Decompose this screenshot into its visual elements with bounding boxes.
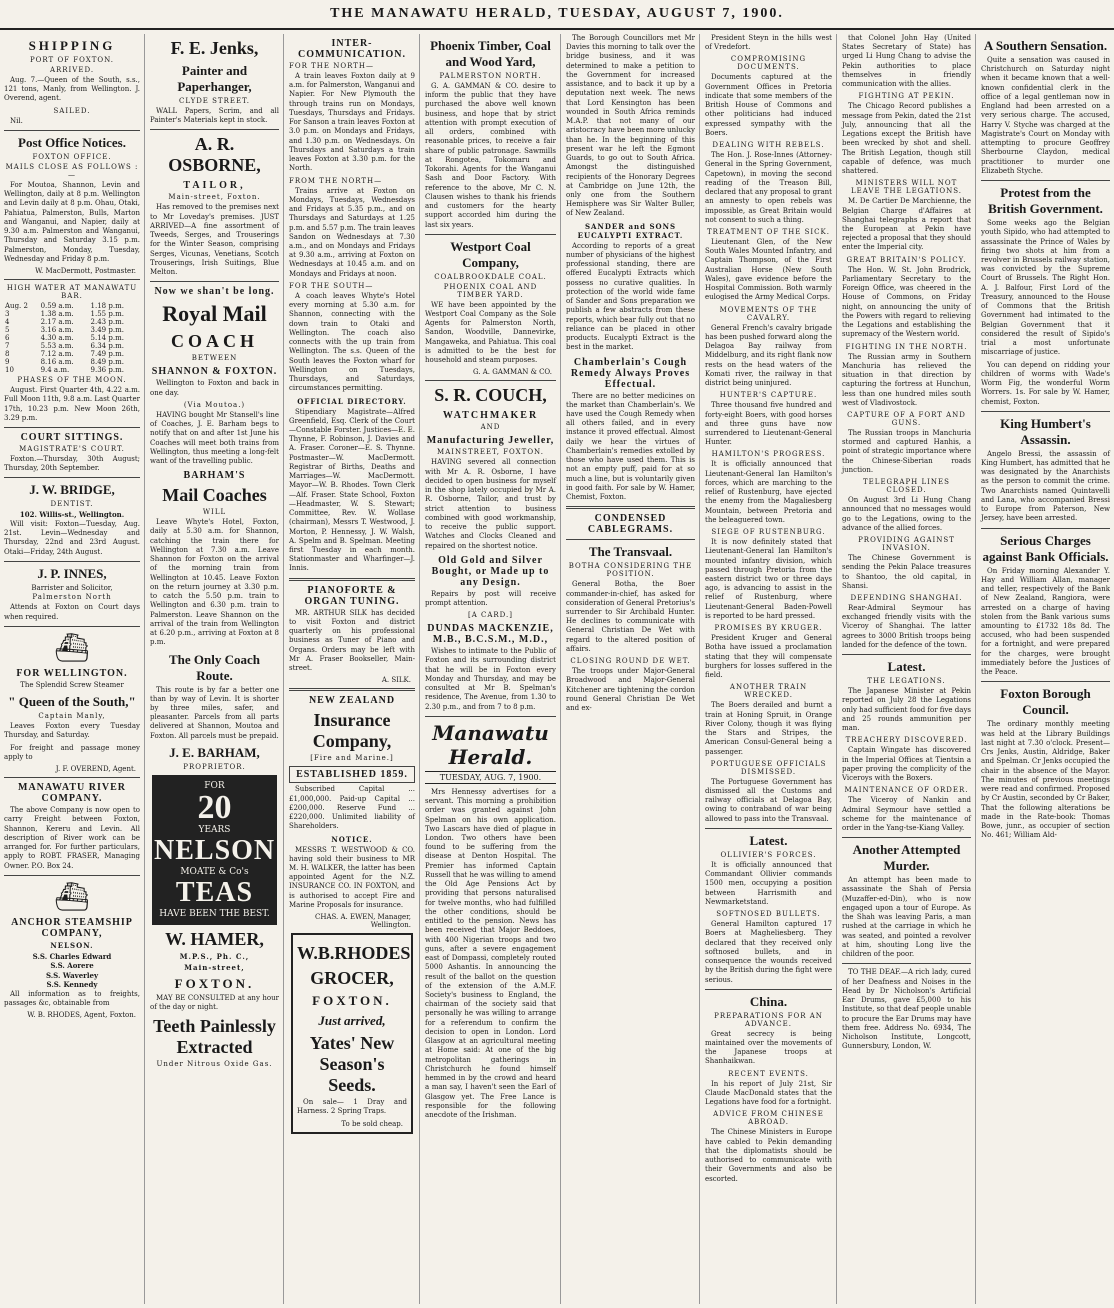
notice-heading: NOTICE.: [331, 834, 373, 844]
rebels-text: The Hon. J. Rose-Innes (Attorney-General in the Spring Government, Capetown), in moving the second reading of the Treason Bill, declared that any proposal to grant an amnesty to open rebels was impossible, as Great Britain would not consent to such a thing.: [705, 151, 832, 224]
hamer-town: FOXTON.: [174, 975, 255, 991]
policy-text: The Hon. W. St. John Brodrick, Parliamentary Secretary to the Foreign Office, was cheered in the House of Commons, on Friday night, on announcing the unity of the Powers with regard to relieving the Legations and establishing the supremacy of the Western world.: [842, 265, 971, 339]
events-text: In his report of July 21st, Sir Claude MacDonald states that the Legations have food for a fortnight.: [705, 1079, 832, 1107]
tide-cell: 4: [5, 318, 10, 327]
divider: [150, 281, 279, 282]
ewen-signature: CHAS. A. EWEN, Manager, Wellington.: [314, 913, 411, 930]
mackenzie-name: DUNDAS MACKENZIE, M.B., B.C.S.M., M.D.,: [427, 623, 554, 646]
westport-sub: COALBROOKDALE COAL.: [434, 272, 547, 281]
rhodes-town: FOXTON.: [312, 993, 392, 1009]
tide-cell: 9.36 p.m.: [90, 366, 124, 375]
couch-name: S. R. COUCH,: [434, 385, 547, 406]
column-2: [146, 34, 284, 1304]
wellington-heading: FOR WELLINGTON.: [16, 667, 128, 679]
deaf-text: TO THE DEAF.—A rich lady, cured of her Deafness and Noises in the Head by Dr Nicholson's Artificial Ear Drums, gave £5,000 to his Institute, so that deaf people unable to procure the Ear Drums may have them free. Address No. 6934, The Nicholson Institute, Longcott, Gunnersbury, London, W.: [842, 968, 971, 1051]
north-heading: FIGHTING IN THE NORTH.: [845, 342, 968, 351]
column-4: [421, 34, 561, 1304]
divider: [981, 180, 1110, 181]
tide-cell: 8.16 a.m.: [40, 358, 74, 367]
fighting-text: The Chicago Record publishes a message from Pekin, dated the 21st July, announcing that all the Legations except the British have been wrecked by shot and shell. The British Legation, though still capable of defence, was much shattered.: [842, 102, 971, 176]
ready-heading: Now we shan't be long.: [154, 286, 275, 298]
closing-heading: CLOSING ROUND DE WET.: [570, 657, 691, 666]
treachery-text: Captain Wingate has discovered in the Imperial Offices at Tientsin a paper proving the complicity of the Viceroys with the Boxers.: [842, 746, 971, 783]
tide-row: [4, 342, 140, 350]
compromising-heading: COMPROMISING DOCUMENTS.: [730, 55, 807, 72]
rebels-heading: DEALING WITH REBELS.: [712, 141, 825, 150]
postmaster: W. MacDermott, Postmaster.: [35, 267, 136, 276]
nelson-years: YEARS: [198, 824, 231, 835]
worms-text: You can depend on ridding your children of worms with Wade's Worm Fig, the wonderful Worm Worrers. 1s. For sale by W. Hamer, chemist, Foxton.: [981, 360, 1110, 406]
divider: [566, 539, 695, 540]
jeweller: Manufacturing Jeweller,: [426, 435, 555, 447]
tide-cell: 2.17 a.m.: [40, 318, 74, 327]
bridge-role: DENTIST.: [50, 500, 94, 509]
court-text: Foxton.—Thursday, 30th August; Thursday, 20th September.: [4, 454, 140, 473]
ship-name: S.S. Waverley: [45, 970, 99, 980]
promises-text: President Kruger and General Botha have issued a proclamation stating that they will compensate burghers for losses suffered in the field.: [705, 634, 832, 680]
transvaal-heading: The Transvaal.: [588, 544, 673, 560]
tide-cell: 4.30 a.m.: [40, 334, 74, 343]
herald-date: TUESDAY, AUG. 7, 1900.: [425, 771, 556, 784]
another-heading: Another Attempted Murder.: [852, 842, 961, 874]
bridge-name: J. W. BRIDGE,: [29, 482, 115, 498]
overend-agent: J. F. OVEREND, Agent.: [55, 765, 136, 774]
directory-heading: OFFICIAL DIRECTORY.: [297, 396, 407, 406]
advance-heading: PREPARATIONS FOR AN ADVANCE.: [714, 1011, 823, 1028]
south-heading: FOR THE SOUTH—: [289, 281, 374, 290]
rhodes-name: W.B.RHODES: [297, 943, 411, 964]
tide-cell: 7.49 p.m.: [90, 350, 124, 359]
tide-row: [4, 358, 140, 366]
herald-title: Manawatu Herald.: [432, 720, 549, 769]
hunter-heading: HUNTER'S CAPTURE.: [719, 391, 818, 400]
compromising-text: Documents captured at the Government Offices in Pretoria indicate that some members of the British House of Commons and other politicians had induced expressed sympathy with the Boers.: [705, 73, 832, 137]
anchor-agent: W. B. RHODES, Agent, Foxton.: [27, 1010, 136, 1019]
humbert-heading: King Humbert's Assassin.: [1000, 415, 1091, 447]
moon-text: August. First Quarter 4th, 4.22 a.m. Full Moon 11th, 9.8 a.m. Last Quarter 17th, 10.23 p.m. New Moon 26th, 3.29 p.m.: [4, 386, 140, 422]
invasion-heading: PROVIDING AGAINST INVASION.: [858, 536, 955, 553]
osborne-address: Main-street, Foxton.: [168, 193, 261, 202]
gamman-signature: G. A. GAMMAN & CO.: [472, 368, 552, 377]
mails-text: For Moutoa, Shannon, Levin and Wellington, daily at 8 p.m. Wellington and Levin daily at 8 p.m. Ohau, Otaki, Pahiatua, Palmerston, Bulls, Marton and Wanganui, and Napier, daily at 9.30 a.m. Palmerston and Wanganui, Thursday and Saturday 3.15 p.m. Palmerston, Monday, Tuesday, Wednesday and Friday 8 p.m.: [4, 180, 140, 263]
cavalry-text: General French's cavalry brigade has been pushed forward along the Delagoa Bay railway from Middelburg, and its right flank now rests on the head waters of the Komati river, the railway in that district being uninjured.: [705, 323, 832, 388]
westport-text: WE have been appointed by the Westport Coal Company as the Sole Agents for Palmerston North, Sandon, Woodville, Dannevirke, Mangaweka, and Pahiatua. This coal is admitted to be the best for household and steam purposes.: [425, 300, 556, 365]
steamship-icon: ⛴: [54, 879, 90, 913]
chamberlain-text: There are no better medicines on the market than Chamberlain's. We have used the Cough Remedy when all others failed, and in every instance it proved effectual. Almost daily we hear the virtues of Chamberlain's remedies extolled by those who have used them. This is not an empty puff, paid for at so much a line, but is voluntarily given in good faith. For sale by W. Hamer, Chemist, Foxton.: [566, 391, 695, 502]
nelson-name: NELSON: [154, 834, 276, 866]
southern-heading: A Southern Sensation.: [983, 38, 1108, 53]
capital-text: Subscribed Capital ... £1,000,000. Paid-up Capital ... £200,000. Reserve Fund ... £220,000. Unlimited liability of Shareholders.: [289, 785, 415, 831]
ministers-heading: MINISTERS WILL NOT LEAVE THE LEGATIONS.: [850, 179, 963, 196]
promises-heading: PROMISES BY KRUGER.: [714, 624, 823, 633]
column-1: [0, 34, 145, 1304]
moon-heading: PHASES OF THE MOON.: [17, 376, 127, 385]
teeth-sub: Under Nitrous Oxide Gas.: [156, 1060, 273, 1069]
tide-row: [4, 350, 140, 358]
divider: [981, 681, 1110, 682]
established: ESTABLISHED 1859.: [289, 766, 415, 783]
tide-row: [4, 366, 140, 374]
tide-cell: 1.55 p.m.: [90, 310, 124, 319]
anchor-city: NELSON.: [50, 940, 94, 950]
capture-heading: CAPTURE OF A FORT AND GUNS.: [847, 410, 966, 427]
divider: [4, 561, 140, 562]
gold-heading: Old Gold and Silver Bought, or Made up to any Design.: [431, 554, 550, 588]
sailed-heading: SAILED.: [53, 106, 91, 115]
column-5: [562, 34, 700, 1304]
insurance-heading: Insurance Company,: [312, 710, 392, 752]
tide-row: [4, 302, 140, 310]
treachery-heading: TREACHERY DISCOVERED.: [845, 736, 968, 745]
osborne-text: Has removed to the premises next to Mr Loveday's premises. JUST ARRIVED—A fine assortment of Tweeds, Serges, and Trouserings for the Winter Season, comprising Serges, Vicunas, Venetians, Scotch Trouserings, Irish Suitings, Blue Melton.: [150, 203, 279, 277]
masthead-title: THE MANAWATU HERALD, TUESDAY, AUGUST 7, 1900.: [330, 6, 784, 21]
sick-text: Lieutenant Glen, of the New South Wales Mounted Infantry, and Captain Thompson, of the First Australian Horse (New South Wales), gave evidence before the Hospital Commission. Both warmly eulogised the Army Medical Corps.: [705, 237, 832, 302]
tide-cell: 3: [5, 310, 10, 319]
tide-cell: 6.34 p.m.: [90, 342, 124, 351]
divider: [425, 380, 556, 381]
china-heading: China.: [749, 993, 788, 1009]
intercom-heading: INTER-COMMUNICATION.: [298, 38, 406, 60]
between: BETWEEN: [191, 354, 238, 363]
ship-name: S.S. Charles Edward: [32, 951, 112, 961]
only-route: The Only Coach Route.: [168, 651, 260, 683]
latest-heading: Latest.: [887, 659, 926, 675]
closing-text: The troops under Major-General Broadwood and Major-General Kitchener are tightening the cordon round General Christian De Wet and ex-: [566, 667, 695, 713]
sander-text: According to reports of a great number of physicians of the highest professional standing, there are offered Eucalypti Extracts which possess no curative qualities. In protection of the world wide fame of Sander and Sons preparation we publish a few abstracts from these reports, which bear fully out that no reliance can be placed in other products. Eucalypti Extract is the best in the market.: [566, 241, 695, 352]
river-text: The above Company is now open to carry Freight between Foxton, Shannon, Kereru and Levin. All description of River work can be arranged for. For further particulars, apply to ROBT. FRASER, Managing Owner. P.O. Box 24.: [4, 806, 140, 870]
ministers-text: M. De Cartier De Marchienne, the Belgian Charge d'Affaires at Shanghai telegraphs a report that the European at Pekin have rejected a proposal that they should enter the Imperial city.: [842, 197, 971, 252]
divider: [4, 777, 140, 778]
barham-name: J. E. BARHAM,: [169, 744, 260, 760]
borough-text: The ordinary monthly meeting was held at the Library Buildings last night at 7.30 o'clock. Present—Crs Jenks, Austin, Aldridge, Baker and Spelman. Cr Jenks occupied the chair in the absence of the Mayor. The minutes of previous meetings were read and confirmed. Proposed by Cr Austin, seconded by Cr Baker, That the following alterations be made in the Rate-book: Thomas Bowe, junr., as occupier of section No. 461; William Ald-: [981, 720, 1110, 840]
column-3: [285, 34, 420, 1304]
divider: [150, 129, 279, 130]
hamilton-text: It is officially announced that Lieutenant-General Ian Hamilton's forces, which are marching to the relief of Rustenburg, have ejected the enemy from the Magaliesberg Mountain, between Pretoria and the beleaguered town.: [705, 460, 832, 524]
tide-cell: 7.12 a.m.: [40, 350, 74, 359]
sick-heading: TREATMENT OF THE SICK.: [707, 227, 830, 236]
royal-mail: Royal Mail: [162, 301, 267, 327]
innes-address: Palmerston North: [32, 593, 112, 602]
advance-text: Great secrecy is being maintained over the movements of the Japanese troops at Shanhaikwan.: [705, 1029, 832, 1066]
tide-cell: 9: [5, 358, 10, 367]
divider: [425, 234, 556, 235]
news-text: President Steyn in the hills west of Vredefort.: [705, 34, 832, 52]
nelson-co: MOATE & Co's: [180, 866, 249, 877]
tide-cell: 3.16 a.m.: [40, 326, 74, 335]
divider: [981, 411, 1110, 412]
grocer-heading: GROCER,: [310, 968, 394, 989]
piano-text: MR. ARTHUR SILK has decided to visit Foxton and district quarterly on his professional business as Tuner of Piano and Organs. Orders may be left with Mr A. Fraser Bookseller, Main-street.: [289, 608, 415, 673]
tide-cell: 3.49 p.m.: [90, 326, 124, 335]
anchor-company: ANCHOR STEAMSHIP COMPANY,: [11, 916, 133, 939]
north-heading: FOR THE NORTH—: [289, 62, 374, 70]
jenks-name: F. E. Jenks,: [170, 38, 259, 58]
capture-text: The Russian troops in Manchuria stormed and captured Hanhis, a point of strategic importance where the Chinese-Siberian roads junction.: [842, 428, 971, 474]
ship-icon: ⛴: [54, 630, 90, 664]
tide-cell: 10: [5, 366, 14, 375]
train-text: The Boers derailed and burnt a train at Honing Spruit, in Orange River Colony, though it was flying the Stars and Stripes, the American Consul-General being a passenger.: [705, 701, 832, 756]
divider: [4, 130, 140, 131]
nelson-best: HAVE BEEN THE BEST.: [159, 908, 270, 919]
phoenix-heading: Phoenix Timber, Coal and Wood Yard,: [430, 38, 551, 69]
tide-cell: 6: [5, 334, 10, 343]
couch-text: HAVING severed all connection with Mr A. R. Osborne, I have decided to open business for myself in the shop lately occupied by Mr A. R. Osborne, Tailor, and trust by strict attention to business combined with good workmanship, to receive the public support. Watches and Clocks Cleaned and repaired on the shortest notice.: [425, 458, 556, 550]
innes-role: Barrister and Solicitor,: [31, 583, 113, 592]
borough-heading: Foxton Borough Council.: [1000, 686, 1091, 718]
hunter-text: Three thousand five hundred and forty-eight Boers, with good horses and three guns have now surrendered to Lieutenant-General Hunter.: [705, 401, 832, 447]
bullets-text: General Hamilton captured 17 Boers at Magheliesberg. They declared that they received only softnosed bullets, and in consequence the wounds received by the British during the fight were serious.: [705, 920, 832, 984]
olivier-heading: OLLIVIER'S FORCES.: [720, 850, 817, 859]
legations-heading: THE LEGATIONS.: [867, 677, 946, 686]
bridge-text: Will visit: Foxton—Tuesday, Aug. 21st. Levin—Wednesday and Thursday, 22nd and 23rd August. Otaki—Friday, 24th August.: [4, 519, 140, 556]
divider: [289, 578, 415, 581]
sander-heading: SANDER and SONS EUCALYPTI EXTRACT.: [577, 221, 684, 240]
tide-cell: Aug. 2: [5, 302, 28, 311]
column-6: [701, 34, 837, 1304]
divider: [842, 837, 971, 838]
and: AND: [480, 423, 501, 432]
divider: [4, 875, 140, 876]
column-7: [838, 34, 976, 1304]
teeth-heading: Teeth Painlessly Extracted: [153, 1016, 276, 1058]
hamer-name: W. HAMER,: [165, 928, 264, 949]
jenks-text: WALL Papers, Scrim, and all Painter's Materials kept in stock.: [150, 107, 279, 125]
post-office-heading: Post Office Notices.: [18, 134, 126, 150]
botha-text: General Botha, the Boer commander-in-chief, has asked for consideration of General Pretorius's surrender to Sir Archibald Hunter. He declines to communicate with General Christian De Wet with regard to the altered position of affairs.: [566, 580, 695, 653]
tide-cell: 1.38 a.m.: [40, 310, 74, 319]
tide-cell: 5.53 a.m.: [40, 342, 74, 351]
chamberlain-heading: Chamberlain's Cough Remedy Always Proves Effectual.: [570, 356, 691, 390]
tide-cell: 8.49 p.m.: [90, 358, 124, 367]
directory-text: Stipendiary Magistrate—Alfred Greenfield, Esq. Clerk of the Court—Constable Forster. Justices—E. E. Thynne, F. Robinson, J. Davies and A. Fraser. Coroner—E. S. Thynne. Postmaster—W. MacDermott. Registrar of Births, Deaths and Marriages—W. MacDermott. Mayor—W. B. Rhodes. Town Clerk—Alf. Fraser. State School, Foxton—Headmaster, W. S. Stewart; Committee, Rev. W. Wollase (chairman), Messrs T. Westwood, J. Morton, P. Hennessy, J. W. Walsh, A. Spelm and B. Spelman. Meeting first Tuesday in each month. Stationmaster and Wharfinger—J. Innis.: [289, 407, 415, 573]
divider: [4, 279, 140, 280]
freight-text: For freight and passage money apply to: [4, 743, 140, 761]
phoenix-address: PALMERSTON NORTH.: [439, 72, 542, 80]
tide-cell: 7: [5, 342, 10, 351]
nelson-20: 20: [197, 788, 232, 826]
tide-cell: 8: [5, 350, 10, 359]
tide-cell: 2.43 p.m.: [90, 318, 124, 327]
silk-signature: A. SILK.: [381, 676, 411, 685]
steamer-intro: The Splendid Screw Steamer: [20, 680, 124, 689]
shipping-heading: SHIPPING: [28, 38, 116, 53]
divider: [705, 989, 832, 990]
siege-text: It is now definitely stated that Lieutenant-General Ian Hamilton's mounted infantry division, which passed through Pretoria from the eastern district two or three days ago, is advancing to assist in the relief of Rustenburg, where Lieutenant-General Baden-Powell is reported to be hard pressed.: [705, 538, 832, 620]
policy-heading: GREAT BRITAIN'S POLICY.: [846, 255, 967, 264]
shanghai-text: Rear-Admiral Seymour has exchanged friendly visits with the Viceroy of Shanghai. The latter agrees to 3000 British troops being landed for the defence of the town.: [842, 604, 971, 649]
just-arrived: Just arrived,: [318, 1013, 386, 1029]
humbert-text: Angelo Bressi, the assassin of King Humbert, has admitted that he was designated by the Anarchists as the person to commit the crime. Two Anarchists named Quintavelli and Lana, who accompanied Bressi to Europe from Paterson, New Jersey, have been arrested.: [981, 449, 1110, 523]
condensed-heading: CONDENSED CABLEGRAMS.: [587, 513, 674, 536]
tide-cell: 5.14 p.m.: [90, 334, 124, 343]
events-heading: RECENT EVENTS.: [728, 1069, 809, 1078]
shannon-foxton: SHANNON & FOXTON.: [151, 366, 278, 378]
repairs-text: Repairs by post will receive prompt attention.: [425, 589, 556, 607]
protest-heading: Protest from the British Government.: [988, 185, 1103, 217]
protest-text: Some weeks ago the Belgian youth Sipido, who had attempted to assassinate the Prince of Wales by firing two shots at him from a revolver in Brussels railway station, was convicted by the Supreme Court of Brussels. The Right Hon. A. J. Balfour, First Lord of the Treasury, announced to the House of Commons that the British Government had intimated to the Belgian Government that it considered the result of Sipido's trial a most unfortunate miscarriage of justice.: [981, 219, 1110, 357]
coach-heading: COACH: [171, 331, 258, 352]
divider: [4, 626, 140, 627]
cavalry-heading: MOVEMENTS OF THE CAVALRY.: [719, 305, 818, 322]
piano-heading: PIANOFORTE & ORGAN TUNING.: [304, 584, 400, 607]
tide-table: [4, 302, 140, 374]
via: (Via Moutoa.): [183, 400, 246, 409]
osborne-name: A. R. OSBORNE,: [168, 134, 261, 176]
from-north-text: Trains arrive at Foxton on Mondays, Tuesdays, Wednesdays and Fridays at 5.35 p.m., and on Thursdays and Saturdays at 1.25 p.m. and 5.57 p.m. The train leaves Sandon on Wednesdays at 7.30 a.m., and on Mondays and Fridays at 9.30 a.m., arriving at Foxton on Wednesdays at 10.45 a.m. and on Mondays and Fridays at noon.: [289, 186, 415, 278]
hamer-text: MAY BE CONSULTED at any hour of the day or night.: [150, 993, 279, 1012]
will: WILL: [202, 508, 227, 517]
telegraph-text: On August 3rd Li Hung Chang announced that no messages would go to the Legations, owing to the advance of the allied forces.: [842, 496, 971, 532]
post-office-sub: FOXTON OFFICE.: [32, 152, 112, 161]
steamer-name: " Queen of the South,": [8, 694, 136, 710]
nelson-for: FOR: [204, 780, 225, 791]
advice-text: The Chinese Ministers in Europe have cabled to Pekin demanding that the diplomatists should be authorised to communicate with their Governments and also be escorted.: [705, 1128, 832, 1183]
tide-row: [4, 310, 140, 318]
arrived-text: Aug. 7.—Queen of the South, s.s., 121 tons, Manly, from Wellington. J. Overend, agent.: [4, 76, 140, 103]
olivier-text: It is officially announced that Commandant Ollivier commands 1500 men, occupying a position between Harrismith and Newmarketstand.: [705, 860, 832, 906]
portuguese-heading: PORTUGUESE OFFICIALS DISMISSED.: [710, 759, 827, 776]
phoenix-coal: PHOENIX COAL AND TIMBER YARD.: [443, 282, 538, 299]
anchor-text: All information as to freights, passages &c, obtainable from: [4, 989, 140, 1007]
southern-text: Quite a sensation was caused in Christchurch on Saturday night when it became known that a well-known confidential clerk in the office of a legal gentleman now in England had been arrested on a very serious charge. The accused, Harry V. Styche was charged at the Magistrate's Court on Monday with attempting to procure Geoffrey Sherbourne Claydon, medical practitioner to murder one Elizabeth Styche.: [981, 56, 1110, 175]
news-text: The Borough Councillors met Mr Davies this morning to talk over the bridge business, and it was determined to make a petition to the Government for increased assistance, and to back it up by a deputation next week. The news that Lord Kensington has been wounded in South Africa reminds M.A.P. that not many of our aristocracy have been more unlucky than he. In the beginning of this present war he left the Egmont Guards, to go out to South Africa. Amongst the distinguished recipients of the Honorary Degrees at Cambridge on June 12th, the only one from the Southern Hemisphere was Sir Walter Buller, of New Zealand.: [566, 34, 695, 218]
tide-row: [4, 334, 140, 342]
tide-cell: 5: [5, 326, 10, 335]
hamilton-heading: HAMILTON'S PROGRESS.: [711, 450, 826, 459]
shanghai-heading: DEFENDING SHANGHAI.: [850, 594, 963, 603]
divider: [4, 427, 140, 428]
bridge-address: 102. Willis-st., Wellington.: [19, 510, 125, 520]
jenks-role: Painter and Paperhanger,: [177, 63, 252, 94]
north-text: A train leaves Foxton daily at 9 a.m. for Palmerston, Wanganui and Napier. For New Plymouth the through trains run on Mondays, Tuesdays, Thursdays and Fridays. For Sanson a train leaves Foxton at 3.0 p.m. on Mondays and Fridays, and 1.30 p.m. on Wednesdays. On Thursdays and Saturdays a train leaves Foxton at 3.30 p.m. for the North.: [289, 72, 415, 173]
court-heading: COURT SITTINGS.: [20, 431, 124, 443]
botha-heading: BOTHA CONSIDERING THE POSITION.: [568, 562, 693, 579]
latest-heading: Latest.: [749, 832, 788, 848]
divider: [981, 528, 1110, 529]
news-text: that Colonel John Hay (United States Secretary of State) has urged Li Hung Chang to advise the Pekin authorities to place themselves in friendly communication with the allies.: [842, 34, 971, 89]
legations-text: The Japanese Minister at Pekin reported on July 28 the Legations only had sufficient food for five days and 25 rounds ammunition per man.: [842, 687, 971, 733]
portuguese-text: The Portuguese Government has dismissed all the Customs and railway officials at Delagoa Bay, owing to contraband of war being allowed to pass into the Transvaal.: [705, 777, 832, 823]
coach-text: Wellington to Foxton and back in one day.: [150, 379, 279, 397]
telegraph-heading: TELEGRAPH LINES CLOSED.: [863, 478, 950, 495]
divider: [4, 477, 140, 478]
train-heading: ANOTHER TRAIN WRECKED.: [729, 683, 808, 700]
nz-heading: NEW ZEALAND: [308, 695, 396, 707]
invasion-text: The Chinese Government is sending the Pekin Palace treasures to Shantoo, the old capital, in Shansi.: [842, 554, 971, 590]
from-north-heading: FROM THE NORTH—: [289, 176, 383, 185]
divider: [289, 688, 415, 691]
ship-name: S.S. Aorere: [50, 961, 94, 971]
editorial-text: Mrs Hennessy advertises for a servant. This morning a prohibition order was granted against John Spelman on his own application. Two Lascars have died of plague in London. Two others have been found to be suffering from the disease at Denton Hospital. The Premier has informed Captain Russell that he was willing to amend the Old Age Pensions Act by providing that persons naturalised for twelve months, who had fulfilled the other conditions, should be entitled to the pension. News has been received that Major Beddoes, with 400 Nigerian troops and two guns, after a severe engagement east of Dompassi, completely routed 5000 Ashantis. In announcing the result of the ballot on the question of the extension of the A.M.F. Society's business to England, the chairman of the society said that personally he was willing to arrange for a referendum to confirm the decision to open in London. Lord Glasgow at an agricultural meeting at Home said: At one of the big metropolitan gatherings in Christchurch he found himself hemmed in by the crowd and heard a man say, I haven't seen the Earl of Glasgow yet. The Free Lance is responsible for the following anecdote of the Irishman.: [425, 787, 556, 1120]
divider: [425, 716, 556, 717]
coach-text-2: HAVING bought Mr Stansell's line of Coaches, J. E. Barham begs to notify that on and after 1st June his Coaches will meet both trains from Wellington, thus meeting a long-felt want of the travelling public.: [150, 410, 279, 465]
maintenance-heading: MAINTENANCE OF ORDER.: [844, 786, 969, 795]
divider: [842, 963, 971, 964]
yates-seeds: Yates' New Season's Seeds.: [309, 1033, 395, 1096]
charges-heading: Serious Charges against Bank Officials.: [982, 532, 1109, 564]
innes-name: J. P. INNES,: [37, 565, 107, 581]
tide-cell: 9.4 a.m.: [40, 366, 70, 375]
watchmaker: WATCHMAKER: [442, 410, 539, 422]
column-8: [977, 34, 1114, 1304]
steamer-text: Leaves Foxton every Tuesday Thursday, and Saturday.: [4, 722, 140, 740]
card-label: [A CARD.]: [467, 611, 513, 620]
another-text: An attempt has been made to assassinate the Shah of Persia (Muzaffer-ed-Din), who is now engaged upon a tour of Europe. As the Shah was leaving Paris, a man rushed at the carriage in which he was seated, and pointed a revolver at him, shouting Long live the children of the poor.: [842, 876, 971, 959]
phoenix-text: G. A. GAMMAN & CO. desire to inform the public that they have purchased the above well known business, and hope that by strict attention with prompt execution of all orders, combined with reasonable prices, to receive a fair share of public patronage. Sawmills at Rongotea, Tokomaru and Tokorahi. Agents for the Wanganui Sash and Door Factory. With reference to the above, Mr C. N. Clausen wishes to thank his friends and customers for the hearty support accorded him during the last six years.: [425, 82, 556, 229]
masthead: [0, 0, 1114, 30]
proprietor: PROPRIETOR.: [183, 762, 246, 771]
westport-heading: Westport Coal Company,: [450, 238, 531, 270]
rhodes-grocer-ad: [291, 933, 413, 1133]
tide-heading: HIGH WATER AT MANAWATU BAR.: [6, 284, 138, 301]
mail-coaches: Mail Coaches: [162, 485, 267, 506]
mackenzie-text: Wishes to intimate to the Public of Foxton and its surrounding district that he will be in Foxton every Monday and Thursday, and may be consulted at Mr B. Spelman's residence, The Avenue, from 1.30 to 2.30 p.m., and from 7 to 8 p.m.: [425, 647, 556, 711]
couch-address: MAINSTREET, FOXTON.: [437, 448, 544, 457]
coach-text-3: Leave Whyte's Hotel, Foxton, daily at 5.30 a.m. for Shannon, catching the train there for Wellington at 7.30 a.m. Leave Shannon for Foxton on the arrival of the morning train from Wellington at 10.45. Leave Foxton on the return journey at 3.30 p.m. to catch the 5.50 p.m. train to Wellington and 6.30 p.m. train to Palmerston. Leave Shannon on the arrival of the train from Wellington at 6.20 p.m., arriving at Foxton at 8 p.m.: [150, 518, 279, 647]
tide-row: [4, 318, 140, 326]
divider: [842, 654, 971, 655]
ship-name: S.S. Kennedy: [46, 980, 98, 990]
tide-cell: 1.18 p.m.: [90, 302, 124, 311]
divider: [566, 506, 695, 509]
notice-text: MESSRS T. WESTWOOD & CO. having sold their business to MR M. H. WALKER, the latter has been appointed Agent for the N.Z. INSURANCE CO. IN FOXTON, and is authorised to accept Fire and Marine Proposals for insurance.: [289, 845, 415, 909]
river-company: MANAWATU RIVER COMPANY.: [18, 782, 126, 805]
captain: Captain Manly,: [38, 712, 106, 721]
north-text: The Russian army in Southern Manchuria has relieved the situation in that direction by capturing the fortress at Hunchun, less than one hundred miles south west of Vladivostock.: [842, 352, 971, 407]
advice-heading: ADVICE FROM CHINESE ABROAD.: [713, 1110, 824, 1127]
maintenance-text: The Viceroy of Nankin and Admiral Seymour have settled a scheme for the maintenance of order in the Yang-tse-Kiang Valley.: [842, 796, 971, 832]
sale-text: On sale— 1 Dray and Harness. 2 Spring Traps.: [297, 1098, 407, 1116]
nelson-teas-ad: [152, 775, 277, 925]
sold-cheap: To be sold cheap.: [341, 1119, 403, 1128]
fighting-heading: FIGHTING AT PEKIN.: [858, 92, 955, 101]
only-text: This route is by far a better one than by way of Levin. It is shorter by three miles, safer, and pleasanter. Parcels from all parts delivered at Shannon, Moutoa and Foxton. All parcels must be prepaid.: [150, 685, 279, 740]
sailed-text: Nil.: [10, 116, 23, 125]
hamer-street: Main-street,: [184, 962, 245, 972]
fire-marine: [Fire and Marine.]: [310, 754, 394, 763]
charges-text: On Friday morning Alexander Y. Hay and William Allan, manager and teller, respectively of the Bank of New Zealand, Rangiora, were arrested on a charge of having stolen from the Bank various sums amounting to £1732 18s 8d. The accused, who had been suspended for a fortnight, and were prepared for the charges, were brought immediately before the Justices of the Peace.: [981, 566, 1110, 677]
barham-heading: BARHAM'S: [183, 470, 246, 482]
siege-heading: SIEGE OF RUSTENBURG.: [711, 528, 826, 537]
court-sub: MAGISTRATE'S COURT.: [19, 444, 125, 453]
port-heading: PORT OF FOXTON.: [29, 56, 115, 64]
tide-row: [4, 326, 140, 334]
mails-heading: MAILS CLOSE AS FOLLOWS :—: [5, 162, 139, 179]
south-text: A coach leaves Whyte's Hotel every morning at 5.30 a.m. for Shannon, connecting with the down train to Otaki and Wellington. The coach also connects with the up train from Wellington. The s.s. Queen of the South leaves the Foxton wharf for Wellington on Tuesdays, Thursdays, and Saturdays, circumstances permitting.: [289, 291, 415, 393]
osborne-role: TAILOR,: [183, 180, 246, 192]
innes-text: Attends at Foxton on Court days when required.: [4, 603, 140, 621]
nelson-teas: TEAS: [175, 876, 254, 908]
bullets-heading: SOFTNOSED BULLETS.: [716, 910, 821, 919]
tide-cell: 0.59 a.m.: [40, 302, 74, 311]
arrived-heading: ARRIVED.: [49, 66, 95, 74]
jenks-address: CLYDE STREET.: [179, 97, 250, 105]
divider: [705, 828, 832, 829]
hamer-role: M.P.S., Ph. C.,: [179, 951, 250, 961]
